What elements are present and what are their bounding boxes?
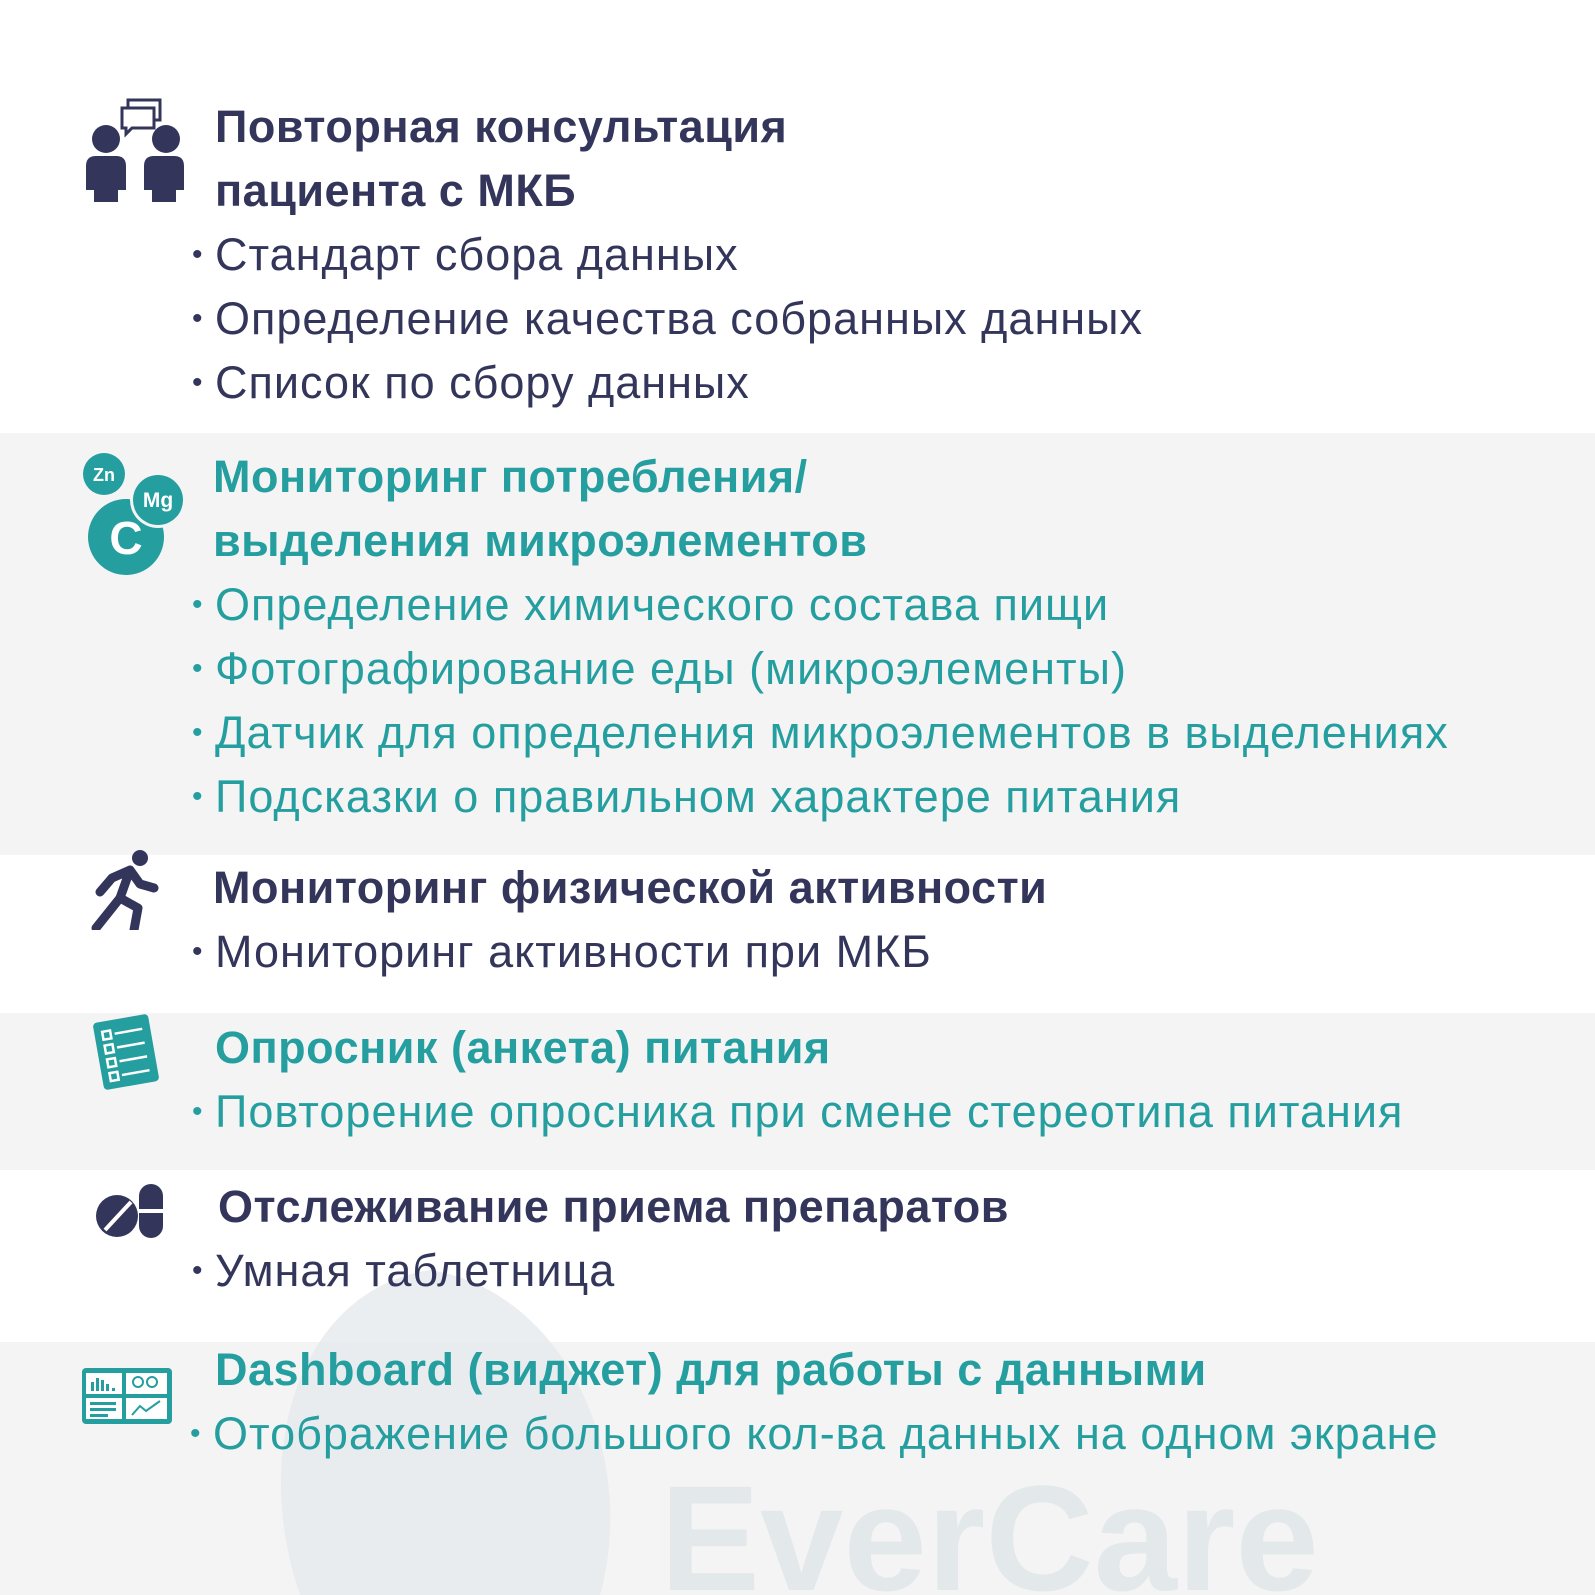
section-title: Опросник (анкета) питания <box>215 1022 831 1073</box>
section-title: Dashboard (виджет) для работы с данными <box>215 1344 1207 1395</box>
section-title: пациента с МКБ <box>215 165 577 216</box>
section-questionnaire <box>0 1016 1595 1144</box>
list-item: • Список по сбору данных <box>192 357 750 408</box>
section-title: Повторная консультация <box>215 101 788 152</box>
svg-text:C: C <box>109 512 143 564</box>
list-item: • Мониторинг активности при МКБ <box>192 926 932 977</box>
section-medication <box>0 1175 1595 1303</box>
svg-text:EverCare: EverCare <box>660 1454 1319 1595</box>
list-item: • Датчик для определения микроэлементов в выделениях <box>192 707 1449 758</box>
section-activity <box>0 856 1595 984</box>
list-item: • Определение качества собранных данных <box>192 293 1143 344</box>
list-item: • Повторение опросника при смене стереотипа питания <box>192 1086 1404 1137</box>
list-item: • Фотографирование еды (микроэлементы) <box>192 643 1127 694</box>
svg-text:Zn: Zn <box>93 465 115 485</box>
svg-text:Mg: Mg <box>142 489 174 512</box>
section-title: Отслеживание приема препаратов <box>218 1181 1009 1232</box>
section-dashboard <box>0 1338 1595 1466</box>
section-title: Мониторинг потребления/ <box>213 451 808 502</box>
section-consultation <box>0 95 1595 415</box>
list-item: • Стандарт сбора данных <box>192 229 739 280</box>
list-item: • Отображение большого кол-ва данных на одном экране <box>190 1408 1439 1459</box>
section-microelements <box>0 445 1595 829</box>
list-item: • Умная таблетница <box>192 1245 616 1296</box>
section-title: выделения микроэлементов <box>213 515 868 566</box>
list-item: • Определение химического состава пищи <box>192 579 1110 630</box>
section-title: Мониторинг физической активности <box>213 862 1048 913</box>
list-item: • Подсказки о правильном характере питания <box>192 771 1182 822</box>
